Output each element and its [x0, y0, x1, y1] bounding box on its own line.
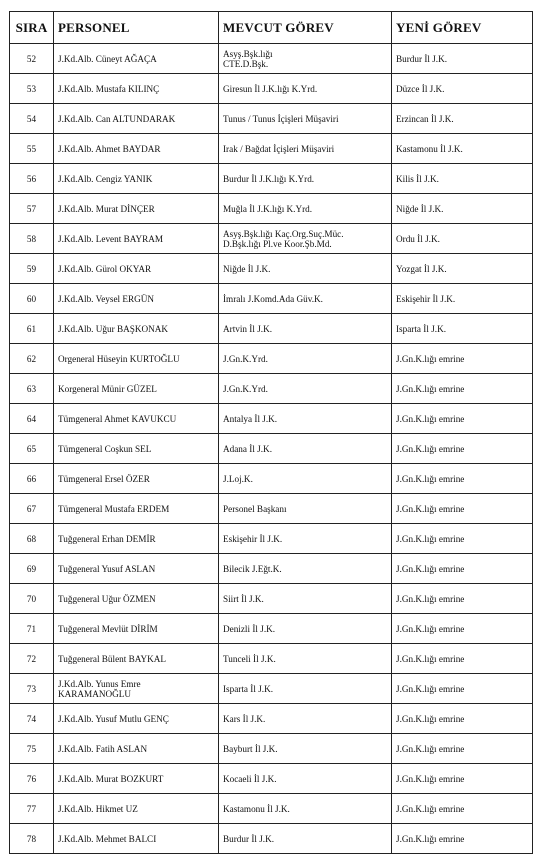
personel-cell: Tümgeneral Ahmet KAVUKCU [54, 404, 219, 434]
mevcut-gorev-cell: J.Gn.K.Yrd. [219, 374, 392, 404]
table-row [10, 404, 533, 434]
row-number: 62 [10, 344, 54, 374]
yeni-gorev-cell: Burdur İl J.K. [392, 44, 533, 74]
mevcut-gorev-cell: Muğla İl J.K.lığı K.Yrd. [219, 194, 392, 224]
row-number: 67 [10, 494, 54, 524]
table-row [10, 704, 533, 734]
personel-cell: J.Kd.Alb. Veysel ERGÜN [54, 284, 219, 314]
mevcut-gorev-cell: Burdur İl J.K.lığı K.Yrd. [219, 164, 392, 194]
mevcut-gorev-cell: Burdur İl J.K. [219, 824, 392, 854]
yeni-gorev-cell: J.Gn.K.lığı emrine [392, 374, 533, 404]
personel-cell: Tümgeneral Ersel ÖZER [54, 464, 219, 494]
personel-cell: J.Kd.Alb. Murat DİNÇER [54, 194, 219, 224]
row-number: 52 [10, 44, 54, 74]
row-number: 69 [10, 554, 54, 584]
table-row [10, 824, 533, 854]
header-sira: SIRA [10, 12, 54, 44]
assignment-table [9, 11, 533, 854]
yeni-gorev-cell: Niğde İl J.K. [392, 194, 533, 224]
table-row [10, 74, 533, 104]
table-row [10, 314, 533, 344]
row-number: 64 [10, 404, 54, 434]
row-number: 72 [10, 644, 54, 674]
table-row [10, 344, 533, 374]
row-number: 56 [10, 164, 54, 194]
yeni-gorev-cell: Kastamonu İl J.K. [392, 134, 533, 164]
yeni-gorev-cell: J.Gn.K.lığı emrine [392, 434, 533, 464]
table-row [10, 554, 533, 584]
personel-cell: Tuğgeneral Erhan DEMİR [54, 524, 219, 554]
row-number: 55 [10, 134, 54, 164]
table-row [10, 464, 533, 494]
table-row [10, 194, 533, 224]
row-number: 57 [10, 194, 54, 224]
row-number: 58 [10, 224, 54, 254]
row-number: 63 [10, 374, 54, 404]
personel-cell: Korgeneral Münir GÜZEL [54, 374, 219, 404]
yeni-gorev-cell: J.Gn.K.lığı emrine [392, 524, 533, 554]
header-yeni-gorev: YENİ GÖREV [392, 12, 533, 44]
personel-cell: Tuğgeneral Uğur ÖZMEN [54, 584, 219, 614]
personel-cell: J.Kd.Alb. Yusuf Mutlu GENÇ [54, 704, 219, 734]
mevcut-gorev-cell: Giresun İl J.K.lığı K.Yrd. [219, 74, 392, 104]
table-row [10, 134, 533, 164]
table-row [10, 524, 533, 554]
personel-cell: J.Kd.Alb. Fatih ASLAN [54, 734, 219, 764]
personel-cell: Orgeneral Hüseyin KURTOĞLU [54, 344, 219, 374]
row-number: 71 [10, 614, 54, 644]
mevcut-gorev-cell: Artvin İl J.K. [219, 314, 392, 344]
yeni-gorev-cell: Erzincan İl J.K. [392, 104, 533, 134]
row-number: 61 [10, 314, 54, 344]
personel-cell: J.Kd.Alb. Mehmet BALCI [54, 824, 219, 854]
table-row [10, 434, 533, 464]
assignment-table-container [9, 11, 532, 854]
yeni-gorev-cell: J.Gn.K.lığı emrine [392, 404, 533, 434]
yeni-gorev-cell: J.Gn.K.lığı emrine [392, 794, 533, 824]
row-number: 76 [10, 764, 54, 794]
personel-cell: Tuğgeneral Yusuf ASLAN [54, 554, 219, 584]
table-row [10, 614, 533, 644]
mevcut-gorev-cell: Asyş.Bşk.lığı CTE.D.Bşk. [219, 44, 392, 74]
mevcut-gorev-cell: Niğde İl J.K. [219, 254, 392, 284]
yeni-gorev-cell: J.Gn.K.lığı emrine [392, 734, 533, 764]
personel-cell: J.Kd.Alb. Levent BAYRAM [54, 224, 219, 254]
mevcut-gorev-cell: Denizli İl J.K. [219, 614, 392, 644]
yeni-gorev-cell: J.Gn.K.lığı emrine [392, 554, 533, 584]
personel-cell: Tuğgeneral Mevlüt DİRİM [54, 614, 219, 644]
row-number: 53 [10, 74, 54, 104]
yeni-gorev-cell: J.Gn.K.lığı emrine [392, 494, 533, 524]
mevcut-gorev-cell: İmralı J.Komd.Ada Güv.K. [219, 284, 392, 314]
personel-cell: J.Kd.Alb. Ahmet BAYDAR [54, 134, 219, 164]
row-number: 77 [10, 794, 54, 824]
personel-cell: Tümgeneral Coşkun SEL [54, 434, 219, 464]
yeni-gorev-cell: J.Gn.K.lığı emrine [392, 644, 533, 674]
row-number: 60 [10, 284, 54, 314]
row-number: 75 [10, 734, 54, 764]
mevcut-gorev-cell: Kocaeli İl J.K. [219, 764, 392, 794]
table-row [10, 224, 533, 254]
yeni-gorev-cell: Düzce İl J.K. [392, 74, 533, 104]
personel-cell: J.Kd.Alb. Cengiz YANIK [54, 164, 219, 194]
mevcut-gorev-cell: Personel Başkanı [219, 494, 392, 524]
yeni-gorev-cell: J.Gn.K.lığı emrine [392, 614, 533, 644]
personel-cell: J.Kd.Alb. Murat BOZKURT [54, 764, 219, 794]
mevcut-gorev-cell: J.Loj.K. [219, 464, 392, 494]
yeni-gorev-cell: J.Gn.K.lığı emrine [392, 674, 533, 704]
table-row [10, 284, 533, 314]
table-row [10, 584, 533, 614]
header-mevcut-gorev: MEVCUT GÖREV [219, 12, 392, 44]
personel-cell: J.Kd.Alb. Gürol OKYAR [54, 254, 219, 284]
mevcut-gorev-cell: Eskişehir İl J.K. [219, 524, 392, 554]
personel-cell: Tümgeneral Mustafa ERDEM [54, 494, 219, 524]
header-personel: PERSONEL [54, 12, 219, 44]
row-number: 68 [10, 524, 54, 554]
table-row [10, 44, 533, 74]
row-number: 59 [10, 254, 54, 284]
personel-cell: J.Kd.Alb. Hikmet UZ [54, 794, 219, 824]
row-number: 65 [10, 434, 54, 464]
table-header-row [10, 12, 533, 44]
mevcut-gorev-cell: J.Gn.K.Yrd. [219, 344, 392, 374]
table-row [10, 164, 533, 194]
personel-cell: J.Kd.Alb. Can ALTUNDARAK [54, 104, 219, 134]
table-row [10, 794, 533, 824]
table-row [10, 734, 533, 764]
table-row [10, 104, 533, 134]
yeni-gorev-cell: J.Gn.K.lığı emrine [392, 464, 533, 494]
mevcut-gorev-cell: Tunus / Tunus İçişleri Müşaviri [219, 104, 392, 134]
mevcut-gorev-cell: Bayburt İl J.K. [219, 734, 392, 764]
yeni-gorev-cell: J.Gn.K.lığı emrine [392, 704, 533, 734]
table-row [10, 254, 533, 284]
personel-cell: J.Kd.Alb. Cüneyt AĞAÇA [54, 44, 219, 74]
yeni-gorev-cell: Yozgat İl J.K. [392, 254, 533, 284]
yeni-gorev-cell: J.Gn.K.lığı emrine [392, 584, 533, 614]
mevcut-gorev-cell: Kars İl J.K. [219, 704, 392, 734]
personel-cell: J.Kd.Alb. Uğur BAŞKONAK [54, 314, 219, 344]
row-number: 54 [10, 104, 54, 134]
mevcut-gorev-cell: Asyş.Bşk.lığı Kaç.Org.Suç.Müc. D.Bşk.lığı Pl.ve Koor.Şb.Md. [219, 224, 392, 254]
mevcut-gorev-cell: Kastamonu İl J.K. [219, 794, 392, 824]
row-number: 74 [10, 704, 54, 734]
mevcut-gorev-cell: Bilecik J.Eğt.K. [219, 554, 392, 584]
yeni-gorev-cell: Ordu İl J.K. [392, 224, 533, 254]
mevcut-gorev-cell: Isparta İl J.K. [219, 674, 392, 704]
mevcut-gorev-cell: Antalya İl J.K. [219, 404, 392, 434]
row-number: 78 [10, 824, 54, 854]
mevcut-gorev-cell: Irak / Bağdat İçişleri Müşaviri [219, 134, 392, 164]
personel-cell: J.Kd.Alb. Mustafa KILINÇ [54, 74, 219, 104]
mevcut-gorev-cell: Adana İl J.K. [219, 434, 392, 464]
mevcut-gorev-cell: Tunceli İl J.K. [219, 644, 392, 674]
yeni-gorev-cell: Eskişehir İl J.K. [392, 284, 533, 314]
table-row [10, 494, 533, 524]
row-number: 66 [10, 464, 54, 494]
table-row [10, 674, 533, 704]
row-number: 70 [10, 584, 54, 614]
personel-cell: J.Kd.Alb. Yunus Emre KARAMANOĞLU [54, 674, 219, 704]
yeni-gorev-cell: Kilis İl J.K. [392, 164, 533, 194]
personel-cell: Tuğgeneral Bülent BAYKAL [54, 644, 219, 674]
table-row [10, 374, 533, 404]
table-row [10, 764, 533, 794]
table-row [10, 644, 533, 674]
yeni-gorev-cell: J.Gn.K.lığı emrine [392, 344, 533, 374]
row-number: 73 [10, 674, 54, 704]
mevcut-gorev-cell: Siirt İl J.K. [219, 584, 392, 614]
yeni-gorev-cell: J.Gn.K.lığı emrine [392, 764, 533, 794]
yeni-gorev-cell: J.Gn.K.lığı emrine [392, 824, 533, 854]
yeni-gorev-cell: Isparta İl J.K. [392, 314, 533, 344]
table-body [10, 44, 533, 854]
